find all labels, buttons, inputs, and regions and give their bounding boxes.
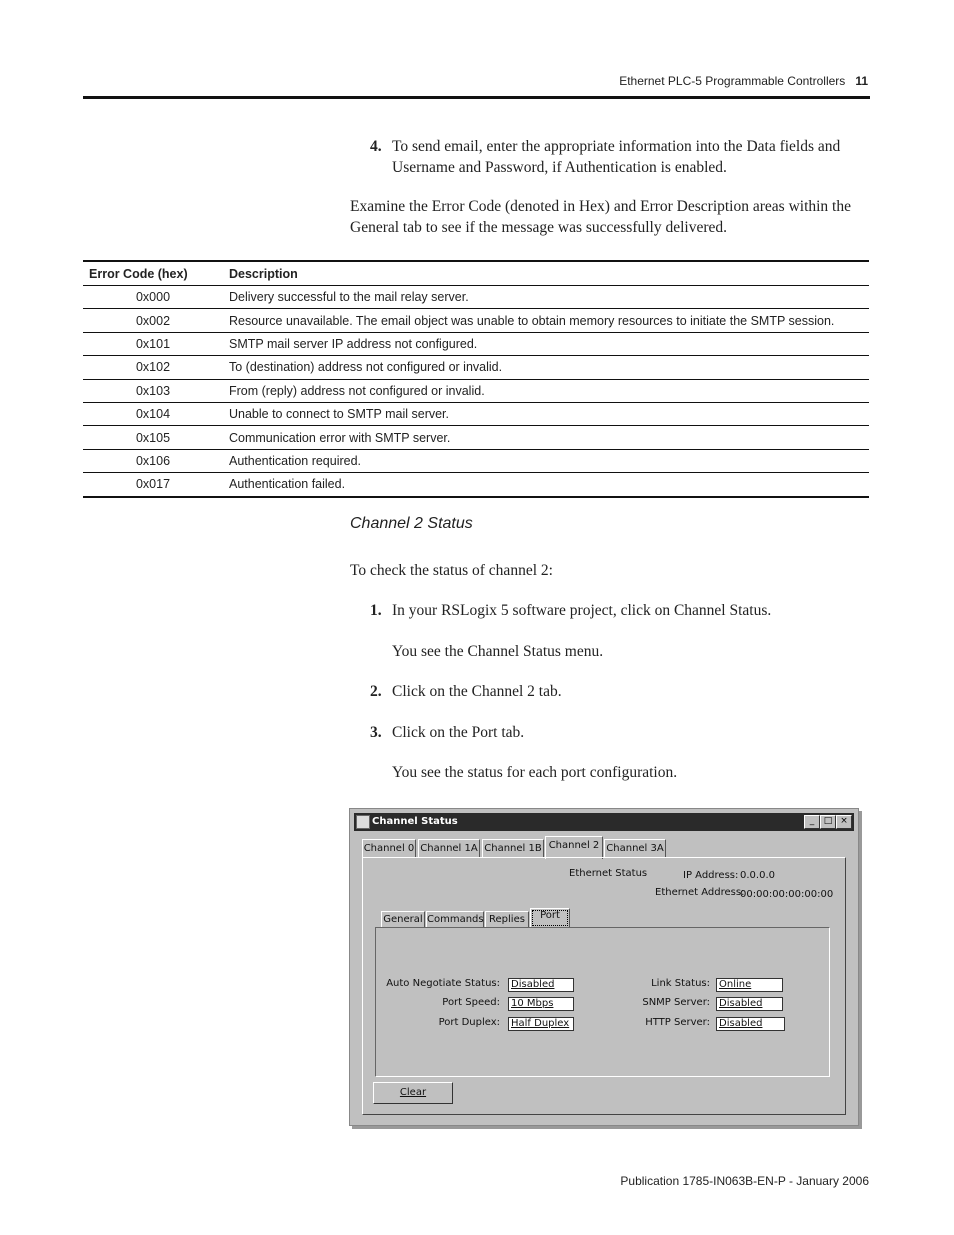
port-speed-label: Port Speed: bbox=[442, 997, 500, 1008]
step-1-number: 1. bbox=[370, 602, 382, 619]
channel-status-window bbox=[349, 808, 859, 1126]
error-code: 0x017 bbox=[83, 473, 223, 497]
tab-channel-1b[interactable]: Channel 1B bbox=[482, 839, 544, 858]
publication-footer: Publication 1785-IN063B-EN-P - January 2006 bbox=[620, 1174, 869, 1188]
tab-channel-0[interactable]: Channel 0 bbox=[362, 839, 416, 858]
auto-negotiate-field: Disabled bbox=[508, 978, 574, 992]
error-code: 0x101 bbox=[83, 332, 223, 355]
http-server-label: HTTP Server: bbox=[645, 1017, 710, 1028]
subtab-commands[interactable]: Commands bbox=[426, 911, 484, 928]
table-row bbox=[83, 332, 869, 355]
error-code: 0x103 bbox=[83, 379, 223, 402]
step-4-text: To send email, enter the appropriate information into the Data fields and Username and Password, if Authentication is enabled. bbox=[392, 138, 841, 176]
error-description: To (destination) address not configured or invalid. bbox=[223, 356, 869, 379]
clear-button[interactable] bbox=[373, 1082, 453, 1104]
step-2-text: Click on the Channel 2 tab. bbox=[392, 683, 562, 700]
step-3-number: 3. bbox=[370, 724, 382, 741]
error-description: Resource unavailable. The email object was unable to obtain memory resources to initiate the SMTP session. bbox=[223, 309, 869, 332]
table-row bbox=[83, 402, 869, 425]
minimize-button[interactable]: _ bbox=[804, 815, 820, 829]
col-header-code: Error Code (hex) bbox=[83, 261, 223, 286]
step-3-text: Click on the Port tab. bbox=[392, 724, 525, 741]
error-code: 0x106 bbox=[83, 449, 223, 472]
step-3-result: You see the status for each port configuration. bbox=[392, 764, 678, 781]
running-header bbox=[619, 74, 868, 88]
link-status-label: Link Status: bbox=[651, 978, 710, 989]
table-row bbox=[83, 473, 869, 497]
step-1-result: You see the Channel Status menu. bbox=[392, 643, 604, 660]
error-description: Authentication required. bbox=[223, 449, 869, 472]
step-2-number: 2. bbox=[370, 683, 382, 700]
table-row bbox=[83, 309, 869, 332]
header-title: Ethernet PLC-5 Programmable Controllers bbox=[619, 74, 846, 88]
auto-negotiate-label: Auto Negotiate Status: bbox=[386, 978, 500, 989]
port-duplex-label: Port Duplex: bbox=[438, 1017, 500, 1028]
error-description: From (reply) address not configured or invalid. bbox=[223, 379, 869, 402]
error-code: 0x102 bbox=[83, 356, 223, 379]
error-description: SMTP mail server IP address not configured. bbox=[223, 332, 869, 355]
error-code: 0x002 bbox=[83, 309, 223, 332]
ethernet-address-label: Ethernet Address: bbox=[655, 887, 745, 898]
table-row bbox=[83, 379, 869, 402]
port-settings-box bbox=[375, 927, 830, 1077]
section-heading: Channel 2 Status bbox=[350, 515, 473, 532]
channel-2-panel bbox=[362, 857, 846, 1115]
subtab-replies[interactable]: Replies bbox=[485, 911, 529, 928]
ethernet-address-value: 00:00:00:00:00:00 bbox=[740, 889, 834, 900]
close-button[interactable]: × bbox=[836, 815, 852, 829]
port-speed-field: 10 Mbps bbox=[508, 997, 574, 1011]
table-row bbox=[83, 356, 869, 379]
channel2-intro: To check the status of channel 2: bbox=[350, 562, 553, 579]
subtab-port[interactable]: Port bbox=[530, 908, 570, 928]
ethernet-status-label: Ethernet Status bbox=[569, 868, 648, 879]
error-code: 0x104 bbox=[83, 402, 223, 425]
step-1-text: In your RSLogix 5 software project, click on Channel Status. bbox=[392, 602, 772, 619]
window-title: Channel Status bbox=[372, 816, 458, 827]
error-description: Communication error with SMTP server. bbox=[223, 426, 869, 449]
table-row bbox=[83, 426, 869, 449]
header-rule bbox=[83, 96, 870, 99]
col-header-description: Description bbox=[223, 261, 869, 286]
ip-address-value: 0.0.0.0 bbox=[740, 870, 775, 881]
http-server-field: Disabled bbox=[716, 1017, 785, 1031]
tab-channel-2[interactable]: Channel 2 bbox=[545, 836, 603, 859]
subtab-general[interactable]: General bbox=[381, 911, 425, 928]
table-row bbox=[83, 286, 869, 309]
table-header-row bbox=[83, 261, 869, 286]
app-icon bbox=[356, 815, 370, 829]
link-status-field: Online bbox=[716, 978, 783, 992]
snmp-server-label: SNMP Server: bbox=[642, 997, 710, 1008]
tab-channel-3a[interactable]: Channel 3A bbox=[604, 839, 666, 858]
error-code-table bbox=[83, 260, 869, 498]
error-code: 0x105 bbox=[83, 426, 223, 449]
title-bar bbox=[354, 813, 854, 831]
error-code: 0x000 bbox=[83, 286, 223, 309]
port-duplex-field: Half Duplex bbox=[508, 1017, 574, 1031]
ip-address-label: IP Address: bbox=[683, 870, 739, 881]
table-row bbox=[83, 449, 869, 472]
snmp-server-field: Disabled bbox=[716, 997, 783, 1011]
step-4-number: 4. bbox=[370, 138, 382, 155]
error-description: Delivery successful to the mail relay server. bbox=[223, 286, 869, 309]
examine-paragraph: Examine the Error Code (denoted in Hex) and Error Description areas within the General tab to see if the message was successfully delivered. bbox=[350, 198, 851, 236]
page-number: 11 bbox=[855, 74, 868, 88]
error-description: Authentication failed. bbox=[223, 473, 869, 497]
error-description: Unable to connect to SMTP mail server. bbox=[223, 402, 869, 425]
clear-button-label: Clear bbox=[399, 1087, 427, 1098]
tab-channel-1a[interactable]: Channel 1A bbox=[418, 839, 480, 858]
maximize-button[interactable]: □ bbox=[820, 815, 836, 829]
